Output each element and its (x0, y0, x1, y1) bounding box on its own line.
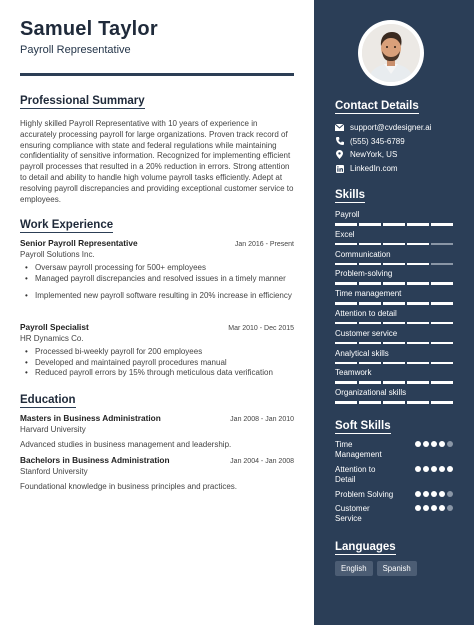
soft-skill-item (335, 440, 453, 461)
skill-level-segment (335, 381, 357, 384)
contact-location-text: NewYork, US (350, 150, 398, 160)
skill-level-segment (431, 401, 453, 404)
job-bullet: • Managed payroll discrepancies and resolved issues in a timely manner (20, 274, 294, 285)
education-description: Advanced studies in business management and leadership. (20, 440, 232, 449)
skill-level-bar (335, 362, 453, 365)
contact-email-text: support@cvdesigner.ai (350, 123, 432, 133)
skill-level-segment (335, 243, 357, 246)
phone-icon (335, 137, 344, 146)
skill-level-segment (383, 223, 405, 226)
skill-level-segment (359, 223, 381, 226)
skill-level-bar (335, 381, 453, 384)
education-date: Jan 2004 - Jan 2008 (230, 458, 294, 465)
education-heading: Education (20, 394, 76, 406)
soft-skill-name: Problem Solving (335, 489, 394, 499)
rating-dot (447, 441, 453, 447)
avatar-portrait (362, 24, 420, 82)
rating-dot (423, 441, 429, 447)
job-bullet: • Oversaw payroll processing for 500+ employees (20, 263, 294, 274)
skill-name: Analytical skills (335, 348, 389, 358)
rating-dot (415, 491, 421, 497)
rating-dot (423, 466, 429, 472)
skill-level-segment (383, 322, 405, 325)
skill-level-segment (431, 362, 453, 365)
skill-level-segment (407, 362, 429, 365)
skill-level-segment (383, 263, 405, 266)
skill-level-segment (359, 362, 381, 365)
skill-level-segment (407, 401, 429, 404)
skill-level-segment (383, 282, 405, 285)
skill-level-bar (335, 243, 453, 246)
skill-level-bar (335, 401, 453, 404)
header-divider (20, 73, 294, 76)
skill-level-segment (407, 302, 429, 305)
skill-level-segment (335, 362, 357, 365)
skill-name: Teamwork (335, 368, 372, 378)
soft-skill-rating (415, 505, 453, 511)
school-name: Harvard University (20, 425, 86, 434)
language-tag: Spanish (377, 561, 417, 576)
skill-level-segment (431, 342, 453, 345)
skill-level-segment (335, 322, 357, 325)
skill-level-segment (431, 381, 453, 384)
skill-item (335, 368, 453, 388)
languages-heading: Languages (335, 541, 396, 553)
skill-level-bar (335, 342, 453, 345)
skill-level-segment (359, 381, 381, 384)
job-company: Payroll Solutions Inc. (20, 250, 95, 259)
skill-item (335, 329, 453, 349)
skill-level-segment (407, 381, 429, 384)
skill-level-bar (335, 223, 453, 226)
rating-dot (439, 466, 445, 472)
skill-level-segment (335, 302, 357, 305)
skill-level-segment (383, 342, 405, 345)
soft-skill-item (335, 504, 453, 525)
skill-level-segment (359, 401, 381, 404)
skill-level-segment (431, 302, 453, 305)
soft-skill-rating (415, 491, 453, 497)
skill-level-segment (407, 322, 429, 325)
skills-list (335, 210, 453, 408)
rating-dot (415, 505, 421, 511)
rating-dot (439, 441, 445, 447)
skill-level-segment (431, 263, 453, 266)
contact-location (335, 148, 465, 162)
degree-title: Bachelors in Business Administration (20, 455, 170, 465)
skill-name: Time management (335, 289, 402, 299)
skill-level-segment (383, 401, 405, 404)
job-bullet: • Reduced payroll errors by 15% through meticulous data verification (20, 368, 294, 379)
work-experience-heading: Work Experience (20, 219, 114, 231)
contact-linkedin-text: LinkedIn.com (350, 164, 398, 174)
skill-item (335, 230, 453, 250)
skill-item (335, 388, 453, 408)
language-tag: English (335, 561, 373, 576)
skill-level-bar (335, 302, 453, 305)
contact-phone-text: (555) 345-6789 (350, 136, 405, 146)
summary-heading: Professional Summary (20, 95, 145, 107)
skill-name: Customer service (335, 328, 398, 338)
school-name: Stanford University (20, 467, 88, 476)
rating-dot (431, 441, 437, 447)
soft-skill-item (335, 490, 453, 500)
soft-skill-name: Customer Service (335, 504, 370, 524)
skill-level-segment (335, 401, 357, 404)
linkedin-icon (335, 164, 344, 173)
soft-skill-rating (415, 441, 453, 447)
skill-level-segment (407, 282, 429, 285)
skill-item (335, 349, 453, 369)
soft-skill-name: Attention to Detail (335, 464, 376, 485)
skill-level-segment (335, 223, 357, 226)
contact-phone[interactable] (335, 135, 465, 149)
education-entry (20, 413, 294, 449)
rating-dot (431, 466, 437, 472)
job-bullet: • Processed bi-weekly payroll for 200 employees (20, 347, 294, 358)
rating-dot (431, 491, 437, 497)
skill-level-bar (335, 322, 453, 325)
skill-level-segment (383, 381, 405, 384)
rating-dot (415, 466, 421, 472)
languages-list (335, 561, 417, 576)
skill-level-segment (431, 223, 453, 226)
job-bullets (20, 347, 294, 379)
contact-email[interactable] (335, 121, 465, 135)
education-description: Foundational knowledge in business principles and practices. (20, 482, 238, 491)
skill-level-segment (359, 243, 381, 246)
rating-dot (423, 491, 429, 497)
rating-dot (423, 505, 429, 511)
candidate-name: Samuel Taylor (20, 18, 158, 40)
soft-skills-heading: Soft Skills (335, 420, 391, 432)
contact-linkedin[interactable] (335, 162, 465, 176)
education-entry (20, 455, 294, 491)
skill-level-segment (359, 282, 381, 285)
sidebar (314, 0, 474, 625)
contact-list (335, 121, 465, 175)
summary-text: Highly skilled Payroll Representative with 10 years of experience in accurately processing payroll for large organizations. Proven track record of ensuring compliance with state and federal regulations while maintaining confidentiality of sensitive information. Recognized for implementing efficient payroll processes that resulted in a 20% reduction in errors. Strong attention to detail and ability to handle high volume payroll tasks efficiently. Adept at resolving payroll discrepancies and providing exceptional customer service to employees. (20, 119, 294, 204)
job-entry (20, 238, 294, 302)
rating-dot (447, 466, 453, 472)
skill-level-segment (431, 322, 453, 325)
skill-name: Communication (335, 249, 391, 259)
job-bullets (20, 263, 294, 302)
skill-level-segment (335, 342, 357, 345)
email-icon (335, 123, 344, 132)
soft-skills-list (335, 440, 453, 525)
soft-skill-rating (415, 466, 453, 472)
skill-level-segment (431, 243, 453, 246)
soft-skill-name: Time Management (335, 440, 382, 460)
job-entry (20, 322, 294, 379)
skill-level-segment (359, 263, 381, 266)
job-title: Payroll Specialist (20, 322, 89, 332)
skill-level-segment (383, 243, 405, 246)
skill-level-segment (359, 322, 381, 325)
location-icon (335, 150, 344, 159)
skill-name: Excel (335, 229, 355, 239)
skill-level-segment (359, 342, 381, 345)
job-bullet: • Implemented new payroll software resulting in 20% increase in efficiency (20, 291, 294, 302)
job-date: Jan 2016 - Present (234, 241, 294, 248)
skill-level-segment (383, 302, 405, 305)
skill-level-bar (335, 282, 453, 285)
skill-level-segment (407, 342, 429, 345)
job-title: Senior Payroll Representative (20, 238, 138, 248)
contact-heading: Contact Details (335, 100, 419, 112)
rating-dot (447, 505, 453, 511)
skill-level-segment (407, 243, 429, 246)
rating-dot (439, 505, 445, 511)
education-date: Jan 2008 - Jan 2010 (230, 416, 294, 423)
rating-dot (447, 491, 453, 497)
profile-photo (358, 20, 424, 86)
skill-level-segment (407, 263, 429, 266)
rating-dot (431, 505, 437, 511)
skill-name: Organizational skills (335, 388, 407, 398)
skill-item (335, 250, 453, 270)
skill-level-segment (407, 223, 429, 226)
skill-level-bar (335, 263, 453, 266)
skill-level-segment (359, 302, 381, 305)
skill-item (335, 289, 453, 309)
job-company: HR Dynamics Co. (20, 334, 84, 343)
job-date: Mar 2010 - Dec 2015 (228, 325, 294, 332)
skill-item (335, 269, 453, 289)
skill-level-segment (335, 282, 357, 285)
skill-name: Problem-solving (335, 269, 393, 279)
skill-name: Payroll (335, 210, 360, 219)
skills-heading: Skills (335, 189, 366, 201)
skill-name: Attention to detail (335, 308, 397, 318)
rating-dot (415, 441, 421, 447)
skill-level-segment (431, 282, 453, 285)
degree-title: Masters in Business Administration (20, 413, 161, 423)
skill-level-segment (335, 263, 357, 266)
skill-level-segment (383, 362, 405, 365)
job-bullet: • Developed and maintained payroll procedures manual (20, 358, 294, 369)
soft-skill-item (335, 465, 453, 486)
rating-dot (439, 491, 445, 497)
skill-item (335, 309, 453, 329)
skill-item (335, 210, 453, 230)
candidate-role: Payroll Representative (20, 44, 131, 56)
